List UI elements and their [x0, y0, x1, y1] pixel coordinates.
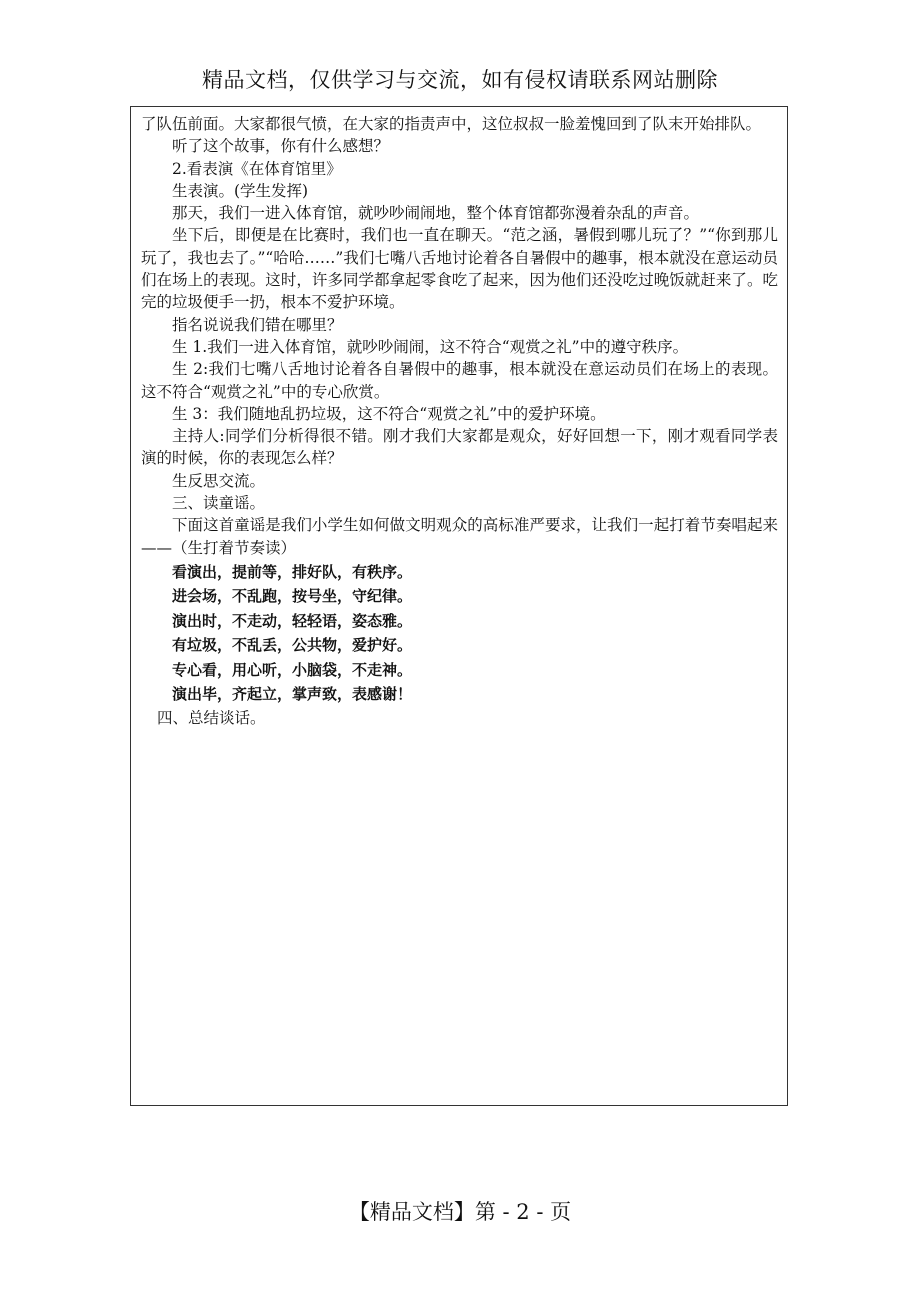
- section-heading-performance: 2.看表演《在体育馆里》: [172, 159, 342, 178]
- rhyme-introduction: 下面这首童谣是我们小学生如何做文明观众的高标准严要求，让我们一起打着节奏唱起来——（生打着节奏读）: [141, 516, 778, 557]
- student-answer-3: 生 3：我们随地乱扔垃圾，这不符合“观赏之礼”中的爱护环境。: [172, 404, 606, 423]
- rhyme-line: 专心看，用心听，小脑袋，不走神。: [172, 660, 413, 679]
- nursery-rhyme: [141, 560, 778, 707]
- scene-paragraph-entering: 那天，我们一进入体育馆，就吵吵闹闹地，整个体育馆都弥漫着杂乱的声音。: [172, 204, 700, 223]
- page-header: 精品文档，仅供学习与交流，如有侵权请联系网站删除: [202, 68, 718, 92]
- rhyme-line: 演出毕，齐起立，掌声致，表感谢！: [172, 685, 413, 704]
- rhyme-line: 看演出，提前等，排好队，有秩序。: [172, 562, 413, 581]
- student-reflection: 生反思交流。: [172, 471, 266, 490]
- section-heading-rhyme: 三、读童谣。: [172, 494, 266, 513]
- student-answer-1: 生 1.我们一进入体育馆，就吵吵闹闹，这不符合“观赏之礼”中的遵守秩序。: [172, 337, 689, 356]
- discussion-prompt: 指名说说我们错在哪里？: [172, 315, 343, 334]
- section-heading-summary: 四、总结谈话。: [157, 708, 266, 727]
- student-answer-2: 生 2:我们七嘴八舌地讨论着各自暑假中的趣事，根本就没在意运动员们在场上的表现。这不符合“观赏之礼”中的专心欣赏。: [141, 360, 778, 401]
- page-footer: 【精品文档】第 - 2 - 页: [348, 1200, 572, 1224]
- rhyme-line: 有垃圾，不乱丢，公共物，爱护好。: [172, 636, 413, 655]
- rhyme-line: 演出时，不走动，轻轻语，姿态雅。: [172, 611, 413, 630]
- content-box: [130, 106, 788, 1106]
- story-ending-paragraph: 了队伍前面。大家都很气愤，在大家的指责声中，这位叔叔一脸羞愧回到了队末开始排队。: [141, 115, 762, 133]
- student-performance-note: 生表演。(学生发挥): [172, 181, 309, 200]
- host-comment: 主持人:同学们分析得很不错。刚才我们大家都是观众，好好回想一下，刚才观看同学表演的时候，你的表现怎么样？: [141, 427, 778, 468]
- rhyme-line: 进会场，不乱跑，按号坐，守纪律。: [172, 587, 413, 606]
- scene-paragraph-chatting: 坐下后，即便是在比赛时，我们也一直在聊天。“范之涵，暑假到哪儿玩了？”“你到那儿玩了，我也去了。”“哈哈……”我们七嘴八舌地讨论着各自暑假中的趣事，根本就没在意运动员们在场上的表现。这时，许多同学都拿起零食吃了起来，因为他们还没吃过晚饭就赶来了。吃完的垃圾便手一扔，根本不爱护环境。: [141, 226, 778, 312]
- reflection-question: 听了这个故事，你有什么感想？: [172, 137, 390, 156]
